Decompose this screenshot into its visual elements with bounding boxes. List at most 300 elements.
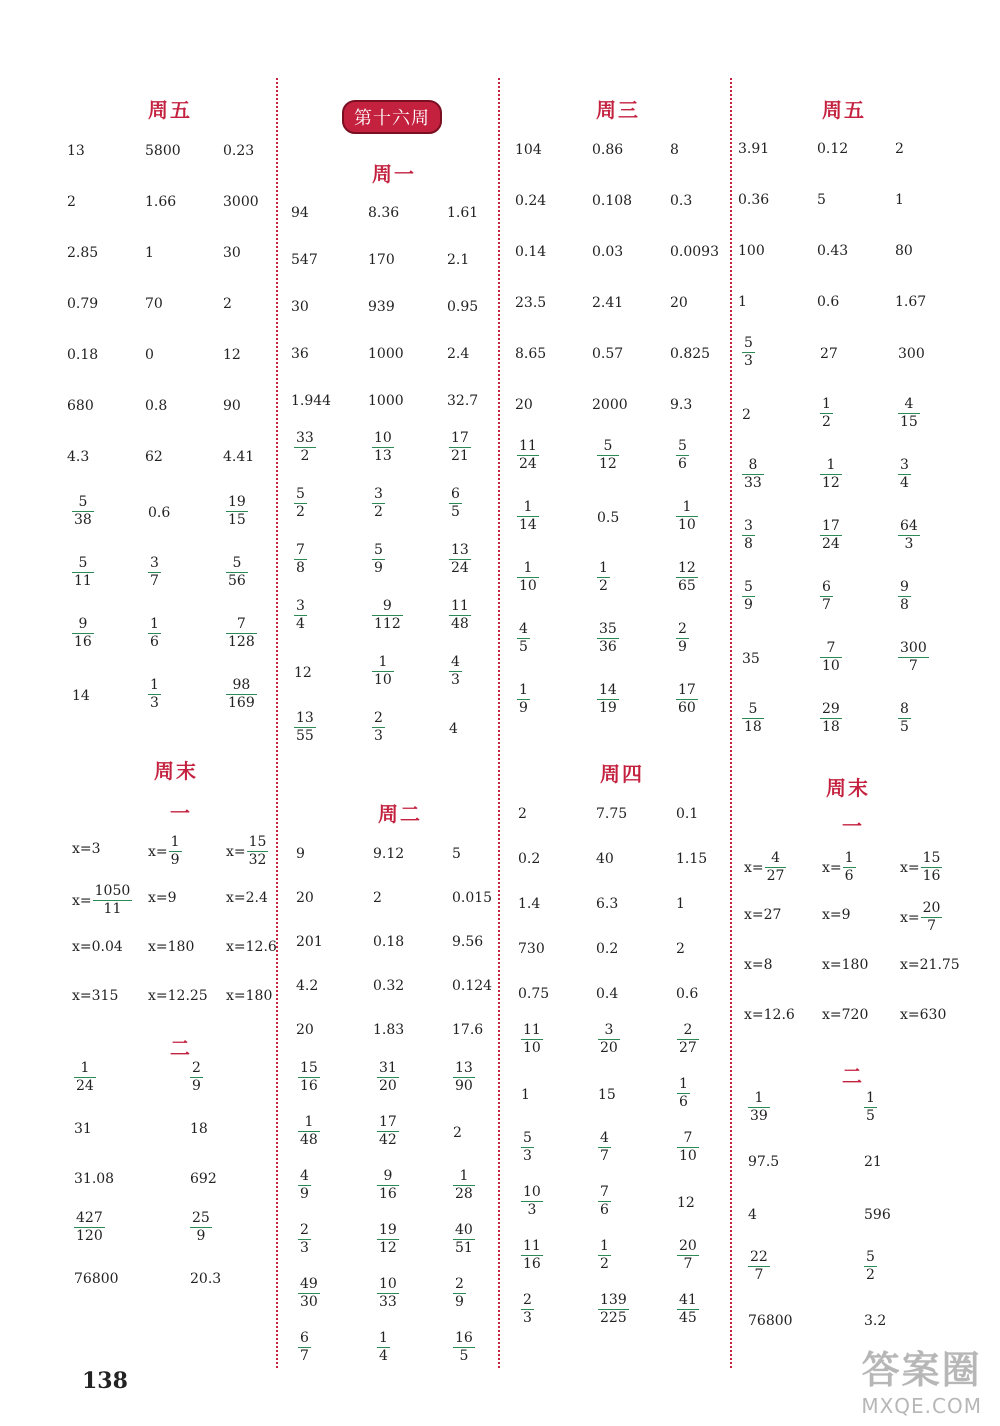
fraction	[377, 1114, 399, 1149]
answer-value: 0.75	[518, 986, 550, 1002]
answer-value: 0.18	[373, 934, 405, 950]
answer-value: 2.41	[592, 295, 624, 311]
denominator: 7	[822, 597, 831, 613]
numerator: 13	[455, 1060, 473, 1076]
fraction	[598, 1292, 629, 1327]
section-heading: 周末	[154, 759, 198, 783]
denominator: 19	[599, 700, 617, 716]
numerator: 35	[599, 621, 617, 637]
fraction	[742, 518, 755, 553]
denominator: 24	[822, 536, 840, 552]
numerator: 139	[600, 1292, 627, 1308]
fraction	[377, 1330, 390, 1365]
numerator: 1	[822, 396, 831, 412]
denominator: 4	[379, 1348, 388, 1364]
numerator: 9	[900, 579, 909, 595]
denominator: 9	[196, 1228, 206, 1244]
fraction	[898, 579, 911, 614]
denominator: 2	[600, 1256, 609, 1272]
fraction	[74, 1060, 96, 1095]
numerator: 1	[150, 616, 159, 632]
fraction	[921, 850, 943, 885]
fraction	[377, 1276, 399, 1311]
answer-value: 1.4	[518, 896, 541, 912]
fraction	[677, 1130, 699, 1165]
denominator: 3	[150, 695, 159, 711]
answer-value: 2000	[592, 397, 628, 413]
denominator: 5	[459, 1348, 469, 1364]
answer-value: 300	[898, 346, 925, 362]
numerator: 5	[296, 486, 305, 502]
numerator: 11	[523, 1238, 541, 1254]
numerator: 5	[523, 1130, 532, 1146]
equation-prefix: x=	[226, 843, 246, 860]
numerator: 3	[374, 486, 383, 502]
answer-value: 0.95	[447, 299, 479, 315]
fraction	[864, 1090, 877, 1125]
numerator: 4	[519, 621, 528, 637]
fraction	[598, 1022, 620, 1057]
fraction	[742, 335, 755, 370]
answer-value: 20.3	[190, 1271, 222, 1287]
answer-value: 0.2	[518, 851, 541, 867]
answer-value: 596	[864, 1207, 891, 1223]
answer-value: 2	[518, 806, 527, 822]
fraction	[74, 1210, 105, 1245]
fraction	[676, 438, 689, 473]
denominator: 2	[866, 1267, 875, 1283]
answer-value: 76800	[748, 1313, 793, 1329]
answer-value: 17.6	[452, 1022, 484, 1038]
numerator: 4	[771, 850, 781, 866]
answer-value: x=12.6	[226, 939, 277, 955]
denominator: 56	[228, 573, 246, 589]
answer-value: x=3	[72, 841, 101, 857]
fraction	[676, 682, 698, 717]
denominator: 9	[300, 1186, 309, 1202]
answer-value: 0.1	[676, 806, 699, 822]
section-heading: 周三	[596, 98, 640, 122]
fraction	[372, 542, 385, 577]
numerator: 1	[519, 682, 528, 698]
numerator: 10	[379, 1276, 397, 1292]
denominator: 39	[750, 1108, 768, 1124]
denominator: 3	[300, 1240, 309, 1256]
answer-value: 40	[596, 851, 614, 867]
denominator: 7	[754, 1267, 764, 1283]
denominator: 48	[451, 616, 469, 632]
numerator: 19	[379, 1222, 397, 1238]
answer-value: 0.2	[596, 941, 619, 957]
denominator: 10	[374, 672, 392, 688]
answer-value: x=180	[226, 988, 273, 1004]
denominator: 12	[599, 456, 617, 472]
week-badge: 第十六周	[342, 100, 442, 134]
denominator: 48	[300, 1132, 318, 1148]
answer-value: 9.56	[452, 934, 484, 950]
equation-prefix: x=	[900, 859, 920, 876]
column-divider-1	[276, 78, 278, 1368]
denominator: 9	[519, 700, 528, 716]
denominator: 3	[744, 353, 753, 369]
answer-value: 62	[145, 449, 163, 465]
answer-value: x=9	[148, 890, 177, 906]
numerator: 14	[599, 682, 617, 698]
answer-value: 1	[676, 896, 685, 912]
fraction	[597, 682, 619, 717]
denominator: 16	[922, 868, 941, 884]
answer-value: 2	[895, 141, 904, 157]
denominator: 3	[904, 536, 914, 552]
answer-value: 35	[742, 651, 760, 667]
numerator: 16	[455, 1330, 473, 1346]
numerator: 5	[78, 494, 88, 510]
answer-value: 20	[296, 1022, 314, 1038]
answer-value: 9	[296, 846, 305, 862]
fraction	[748, 1249, 770, 1284]
answer-value: 1000	[368, 346, 404, 362]
numerator: 1	[844, 850, 854, 866]
answer-value: 0.24	[515, 193, 547, 209]
fraction	[294, 598, 307, 633]
denominator: 15	[900, 414, 918, 430]
denominator: 3	[451, 672, 460, 688]
section-heading: 周五	[822, 98, 866, 122]
denominator: 3	[527, 1202, 537, 1218]
answer-value: 15	[598, 1087, 616, 1103]
denominator: 9	[678, 639, 687, 655]
answer-value: 100	[738, 243, 765, 259]
denominator: 2	[599, 578, 608, 594]
answer-value: 2	[742, 407, 751, 423]
denominator: 7	[908, 658, 918, 674]
denominator: 5	[519, 639, 528, 655]
numerator: 15	[922, 850, 941, 866]
section-subheading: 一	[842, 814, 862, 838]
fraction	[93, 883, 133, 918]
answer-value: 0.03	[592, 244, 624, 260]
fraction	[298, 1168, 311, 1203]
numerator: 10	[374, 430, 392, 446]
answer-value: 12	[677, 1195, 695, 1211]
numerator: 5	[866, 1249, 875, 1265]
denominator: 5	[451, 504, 460, 520]
equation-prefix: x=	[72, 892, 92, 909]
answer-value: 5	[452, 846, 461, 862]
answer-value: 5	[817, 192, 826, 208]
numerator: 7	[600, 1184, 609, 1200]
numerator: 4	[451, 654, 460, 670]
denominator: 10	[519, 578, 537, 594]
denominator: 10	[523, 1040, 541, 1056]
answer-value: 0	[145, 347, 154, 363]
answer-value: 170	[368, 252, 395, 268]
numerator: 6	[451, 486, 460, 502]
denominator: 7	[683, 1256, 693, 1272]
numerator: 1	[150, 677, 159, 693]
fraction	[820, 701, 842, 736]
numerator: 1	[459, 1168, 469, 1184]
answer-value: 0.43	[817, 243, 849, 259]
fraction	[742, 701, 764, 736]
answer-value: x=315	[72, 988, 119, 1004]
numerator: 5	[744, 579, 753, 595]
answer-value: 36	[291, 346, 309, 362]
denominator: 6	[679, 1094, 688, 1110]
answer-value: 4.2	[296, 978, 319, 994]
numerator: 98	[232, 677, 251, 693]
section-heading: 周末	[826, 776, 870, 800]
fraction	[449, 430, 471, 465]
numerator: 5	[232, 555, 242, 571]
answer-value: 0.86	[592, 142, 624, 158]
answer-value: x=2.4	[226, 890, 268, 906]
column-divider-3	[730, 78, 732, 1368]
section-heading: 周五	[148, 98, 192, 122]
answer-value: 13	[67, 143, 85, 159]
section-subheading: 二	[842, 1064, 862, 1088]
answer-value: 0.57	[592, 346, 624, 362]
answer-value: 0.124	[452, 978, 493, 994]
answer-value: 0.825	[670, 346, 711, 362]
numerator: 29	[822, 701, 840, 717]
numerator: 11	[451, 598, 469, 614]
numerator: 5	[748, 701, 758, 717]
fraction	[148, 616, 161, 651]
fraction	[677, 1238, 699, 1273]
denominator: 225	[600, 1310, 627, 1326]
denominator: 90	[455, 1078, 473, 1094]
answer-value: x=12.6	[744, 1007, 795, 1023]
fraction	[453, 1168, 475, 1203]
fraction	[521, 1184, 543, 1219]
numerator: 2	[300, 1222, 309, 1238]
denominator: 2	[296, 504, 305, 520]
answer-value: 70	[145, 296, 163, 312]
answer-value: 30	[291, 299, 309, 315]
numerator: 20	[922, 900, 941, 916]
answer-value: x=12.25	[148, 988, 208, 1004]
equation-prefix: x=	[744, 859, 764, 876]
fraction	[377, 1168, 399, 1203]
answer-value: x=180	[822, 957, 869, 973]
numerator: 7	[683, 1130, 693, 1146]
fraction	[898, 640, 929, 675]
answer-value: 20	[515, 397, 533, 413]
denominator: 21	[451, 448, 469, 464]
numerator: 2	[455, 1276, 464, 1292]
fraction	[921, 900, 943, 935]
denominator: 6	[678, 456, 687, 472]
numerator: 7	[236, 616, 246, 632]
denominator: 24	[451, 560, 469, 576]
fraction	[377, 1222, 399, 1257]
answer-value: x=9	[822, 907, 851, 923]
fraction	[72, 555, 94, 590]
fraction	[453, 1222, 475, 1257]
fraction	[598, 1238, 611, 1273]
answer-value: 0.18	[67, 347, 99, 363]
numerator: 17	[379, 1114, 397, 1130]
numerator: 6	[822, 579, 831, 595]
fraction	[676, 560, 698, 595]
answer-value: 2	[676, 941, 685, 957]
fraction	[898, 701, 911, 736]
answer-value: 1000	[368, 393, 404, 409]
numerator: 10	[523, 1184, 541, 1200]
numerator: 15	[300, 1060, 318, 1076]
denominator: 42	[379, 1132, 397, 1148]
equation-prefix: x=	[822, 859, 842, 876]
numerator: 8	[748, 457, 758, 473]
denominator: 5	[866, 1108, 875, 1124]
denominator: 7	[150, 573, 159, 589]
fraction	[820, 518, 842, 553]
answer-value: 2	[223, 296, 232, 312]
denominator: 33	[379, 1294, 397, 1310]
denominator: 4	[296, 616, 305, 632]
denominator: 33	[744, 475, 762, 491]
numerator: 1	[826, 457, 836, 473]
numerator: 3	[296, 598, 305, 614]
answer-value: 0.12	[817, 141, 849, 157]
numerator: 17	[678, 682, 696, 698]
answer-value: 20	[670, 295, 688, 311]
denominator: 20	[600, 1040, 618, 1056]
numerator: 41	[679, 1292, 697, 1308]
denominator: 9	[744, 597, 753, 613]
denominator: 27	[766, 868, 785, 884]
fraction	[898, 457, 911, 492]
fraction	[453, 1330, 475, 1365]
answer-value: 0.4	[596, 986, 619, 1002]
denominator: 9	[455, 1294, 464, 1310]
answer-value: 31.08	[74, 1171, 115, 1187]
column-divider-2	[498, 78, 500, 1368]
answer-value: 2.1	[447, 252, 470, 268]
denominator: 5	[900, 719, 909, 735]
answer-value: x=720	[822, 1007, 869, 1023]
denominator: 15	[228, 512, 246, 528]
denominator: 120	[76, 1228, 103, 1244]
fraction	[820, 579, 833, 614]
numerator: 9	[383, 1168, 393, 1184]
answer-value: 680	[67, 398, 94, 414]
fraction	[521, 1292, 534, 1327]
fraction	[517, 499, 539, 534]
answer-value: x=630	[900, 1007, 947, 1023]
numerator: 49	[300, 1276, 318, 1292]
numerator: 1050	[94, 883, 131, 899]
answer-value: x=21.75	[900, 957, 960, 973]
denominator: 10	[822, 658, 840, 674]
answer-value: 6.3	[596, 896, 619, 912]
numerator: 17	[451, 430, 469, 446]
denominator: 10	[678, 517, 696, 533]
fraction	[898, 396, 920, 431]
answer-value: 4.3	[67, 449, 90, 465]
denominator: 38	[74, 512, 92, 528]
denominator: 8	[900, 597, 909, 613]
fraction	[864, 1249, 877, 1284]
answer-value: 8.36	[368, 205, 400, 221]
answer-value: 1.67	[895, 294, 927, 310]
fraction	[521, 1022, 543, 1057]
answer-value: 2.4	[447, 346, 470, 362]
numerator: 17	[822, 518, 840, 534]
fraction	[742, 457, 764, 492]
numerator: 11	[519, 438, 537, 454]
answer-value: 7.75	[596, 806, 628, 822]
watermark-logo-text: 答案圈	[861, 1348, 982, 1392]
answer-value: 0.108	[592, 193, 633, 209]
fraction	[190, 1060, 203, 1095]
answer-value: 0.6	[148, 505, 171, 521]
fraction	[247, 834, 269, 869]
numerator: 3	[150, 555, 159, 571]
numerator: 1	[866, 1090, 875, 1106]
denominator: 4	[900, 475, 909, 491]
answer-value: 31	[74, 1121, 92, 1137]
fraction	[298, 1276, 320, 1311]
denominator: 45	[679, 1310, 697, 1326]
numerator: 25	[192, 1210, 210, 1226]
numerator: 1	[378, 654, 388, 670]
numerator: 2	[374, 710, 383, 726]
numerator: 7	[826, 640, 836, 656]
answer-value: 0.14	[515, 244, 547, 260]
equation-answer	[744, 850, 786, 885]
numerator: 22	[750, 1249, 768, 1265]
answer-value: 104	[515, 142, 542, 158]
numerator: 1	[679, 1076, 688, 1092]
answer-value: 692	[190, 1171, 217, 1187]
answer-value: 4	[748, 1207, 757, 1223]
fraction	[742, 579, 755, 614]
numerator: 5	[744, 335, 753, 351]
section-heading: 周四	[600, 762, 644, 786]
numerator: 1	[80, 1060, 90, 1076]
answer-value: 2.85	[67, 245, 99, 261]
fraction	[372, 598, 403, 633]
answer-value: 1.83	[373, 1022, 405, 1038]
fraction	[677, 1292, 699, 1327]
equation-answer	[900, 850, 942, 885]
numerator: 5	[678, 438, 687, 454]
denominator: 7	[600, 1148, 609, 1164]
answer-value: 0.6	[817, 294, 840, 310]
denominator: 128	[228, 634, 255, 650]
fraction	[843, 850, 856, 885]
answer-value: 20	[296, 890, 314, 906]
answer-value: x=8	[744, 957, 773, 973]
fraction	[820, 457, 842, 492]
numerator: 1	[599, 560, 608, 576]
fraction	[453, 1060, 475, 1095]
denominator: 65	[678, 578, 696, 594]
numerator: 1	[754, 1090, 764, 1106]
fraction	[453, 1276, 466, 1311]
numerator: 13	[451, 542, 469, 558]
answer-value: 9.12	[373, 846, 405, 862]
fraction	[372, 486, 385, 521]
fraction	[748, 1090, 770, 1125]
answer-value: 76800	[74, 1271, 119, 1287]
denominator: 51	[455, 1240, 473, 1256]
answer-value: 201	[296, 934, 323, 950]
answer-value: 21	[864, 1154, 882, 1170]
answer-value: 0.3	[670, 193, 693, 209]
